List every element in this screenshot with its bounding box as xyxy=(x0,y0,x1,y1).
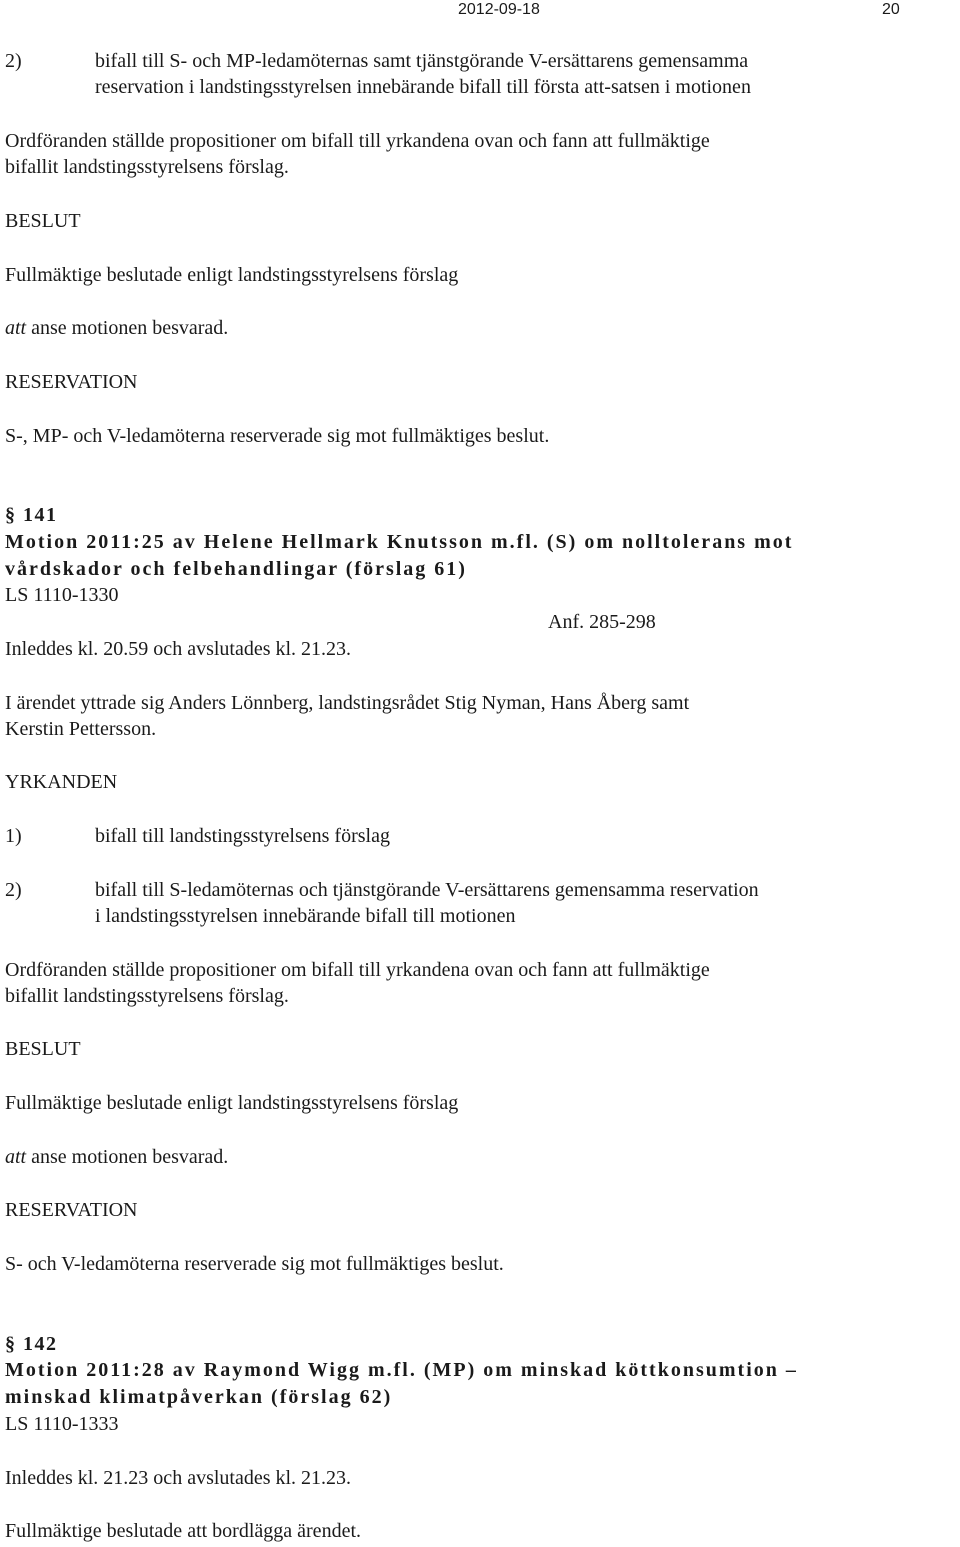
reservation-text: S-, MP- och V-ledamöterna reserverade sig mot fullmäktiges beslut. xyxy=(5,425,550,447)
ls-number-142: LS 1110-1333 xyxy=(5,1413,119,1435)
item-number: 1) xyxy=(5,825,22,847)
ordforanden-line: Ordföranden ställde propositioner om bifall till yrkandena ovan och fann att fullmäktige xyxy=(5,130,710,152)
reservation-heading: RESERVATION xyxy=(5,371,138,393)
item-text-line: reservation i landstingsstyrelsen innebärande bifall till första att-satsen i motionen xyxy=(95,76,751,98)
yrkanden-heading: YRKANDEN xyxy=(5,771,118,793)
item-text-line: bifall till S- och MP-ledamöternas samt tjänstgörande V-ersättarens gemensamma xyxy=(95,50,749,72)
header-date: 2012-09-18 xyxy=(458,1,540,18)
att-italic: att xyxy=(5,1146,27,1168)
inleddes-142: Inleddes kl. 21.23 och avslutades kl. 21.23. xyxy=(5,1467,352,1489)
att-rest: anse motionen besvarad. xyxy=(26,1146,229,1168)
att-line xyxy=(5,315,228,341)
inleddes-141: Inleddes kl. 20.59 och avslutades kl. 21.23. xyxy=(5,638,352,660)
item-text-line: bifall till landstingsstyrelsens förslag xyxy=(95,825,390,847)
beslut-heading: BESLUT xyxy=(5,210,81,232)
beslut-text-142: Fullmäktige beslutade att bordlägga ärendet. xyxy=(5,1520,361,1542)
section-141: § 141 xyxy=(5,504,58,526)
reservation-text: S- och V-ledamöterna reserverade sig mot fullmäktiges beslut. xyxy=(5,1253,504,1275)
att-rest: anse motionen besvarad. xyxy=(26,317,229,339)
reservation-heading: RESERVATION xyxy=(5,1199,138,1221)
motion-142-title-line: Motion 2011:28 av Raymond Wigg m.fl. (MP) om minskad köttkonsumtion – xyxy=(5,1359,798,1381)
arendet-line: Kerstin Pettersson. xyxy=(5,718,157,740)
att-line xyxy=(5,1144,228,1170)
motion-141-title-line: Motion 2011:25 av Helene Hellmark Knutsson m.fl. (S) om nolltolerans mot xyxy=(5,531,794,553)
ls-number-141: LS 1110-1330 xyxy=(5,584,119,606)
ordforanden-line: bifallit landstingsstyrelsens förslag. xyxy=(5,156,289,178)
motion-141-title-line: vårdskador och felbehandlingar (förslag 61) xyxy=(5,558,467,580)
beslut-text: Fullmäktige beslutade enligt landstingsstyrelsens förslag xyxy=(5,264,459,286)
page-number: 20 xyxy=(882,1,900,18)
anf-range: Anf. 285-298 xyxy=(548,611,656,633)
motion-142-title-line: minskad klimatpåverkan (förslag 62) xyxy=(5,1386,393,1408)
item-text-line: bifall till S-ledamöternas och tjänstgörande V-ersättarens gemensamma reservation xyxy=(95,879,759,901)
section-142: § 142 xyxy=(5,1333,58,1355)
att-italic: att xyxy=(5,317,27,339)
ordforanden-line: Ordföranden ställde propositioner om bifall till yrkandena ovan och fann att fullmäktige xyxy=(5,959,710,981)
beslut-heading: BESLUT xyxy=(5,1038,81,1060)
item-text-line: i landstingsstyrelsen innebärande bifall till motionen xyxy=(95,905,516,927)
beslut-text: Fullmäktige beslutade enligt landstingsstyrelsens förslag xyxy=(5,1092,459,1114)
item-number: 2) xyxy=(5,50,22,72)
ordforanden-line: bifallit landstingsstyrelsens förslag. xyxy=(5,985,289,1007)
item-number: 2) xyxy=(5,879,22,901)
arendet-line: I ärendet yttrade sig Anders Lönnberg, landstingsrådet Stig Nyman, Hans Åberg samt xyxy=(5,692,690,714)
